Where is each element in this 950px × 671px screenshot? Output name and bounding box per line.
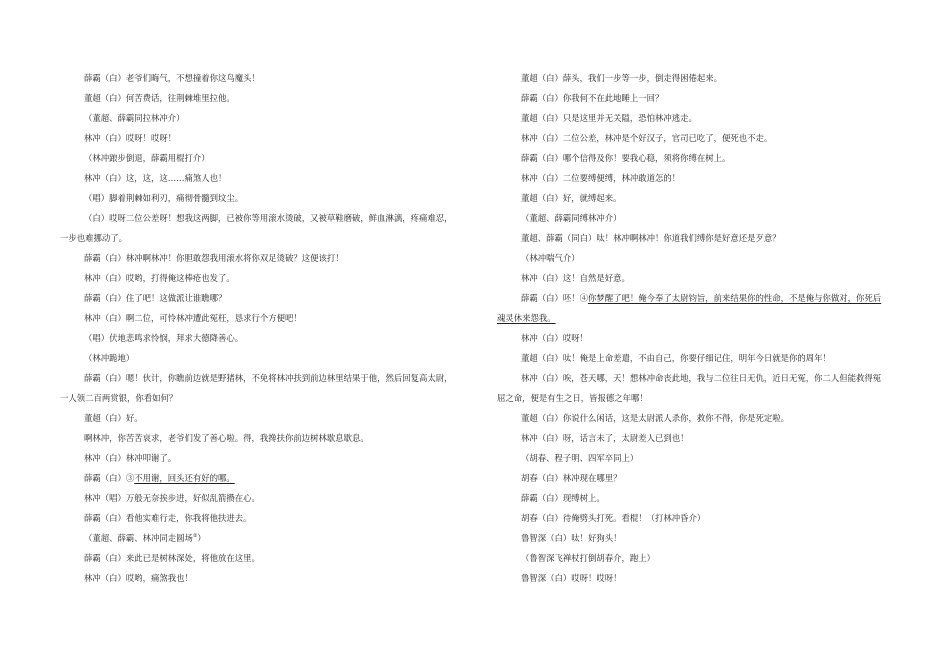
script-line: 林冲（白）哎哟，痛煞我也！ <box>84 573 193 583</box>
speaker-prefix: 薛霸（白）③ <box>84 473 135 483</box>
stage-direction: （董超、薛霸同缚林冲介） <box>521 213 622 223</box>
script-line: 薛霸（白）你我何不在此地睡上一回？ <box>521 93 664 103</box>
script-line: 薛霸（白）来此已是树林深处，将他放在这里。 <box>84 553 260 563</box>
script-line: 林冲（唱）万般无奈挨步进，好似乱箭攒在心。 <box>84 493 260 503</box>
underlined-text: 你梦醒了吧！俺今奉了太尉钧旨，前来结果你的性命，不是俺与你做对，你死后魂灵休来怨我。 <box>497 293 882 323</box>
script-line: 胡春（白）林冲现在哪里？ <box>521 473 622 483</box>
script-line: 董超、薛霸（同白）呔！林冲啊林冲！你道我们缚你是好意还是歹意？ <box>521 233 781 243</box>
speaker-prefix: 薛霸（白）呸！④ <box>521 293 588 303</box>
script-line: 董超（白）好。 <box>84 413 143 423</box>
script-line: 林冲（白）哎呀！ <box>521 333 588 343</box>
script-line: 林冲（白）呀，话言未了，太尉差人已到也！ <box>521 433 689 443</box>
script-line: 林冲（白）这！自然是好意。 <box>521 273 630 283</box>
stage-direction <box>60 528 460 548</box>
script-line: 林冲（白）二位要缚便缚，林冲敢道怎的！ <box>521 173 681 183</box>
script-line: 董超（白）薛头，我们一步等一步，倒走得困倦起来。 <box>521 73 722 83</box>
script-line: 薛霸（白）老爷们晦气，不想撞着你这鸟魔头！ <box>84 73 260 83</box>
stage-direction: （鲁智深飞禅杖打倒胡春介，跑上） <box>521 553 655 563</box>
script-line: 董超（白）何苦费话，往荆棘堆里拉他。 <box>84 93 235 103</box>
script-line: 林冲（白）唉，苍天哪，天！想林冲命丧此地，我与二位往日无仇，近日无冤，你二人但能救得冤屈之命，便是有生之日，皆报德之年哪！ <box>497 373 882 403</box>
script-line: 薛霸（白）哪个信得及你！要我心稳，须将你缚在树上。 <box>521 153 731 163</box>
script-line: 薛霸（白）嗯！伙计，你瞧前边就是野猪林，不免将林冲扶到前边林里结果于他，然后回复高太尉，一人领二百两赏银，你看如何？ <box>60 373 453 403</box>
script-line: 薛霸（白）住了吧！这做派让谁瞧哪？ <box>84 293 227 303</box>
stage-direction: （董超、薛霸同拉林冲介） <box>84 113 185 123</box>
script-line: 薛霸（白）现缚树上。 <box>521 493 605 503</box>
right-column <box>497 68 887 588</box>
script-line: 林冲（白）啊二位，可怜林冲遭此冤枉，恳求行个方便吧！ <box>84 313 302 323</box>
stage-direction: （林冲踉步倒退，薛霸用棍打介） <box>84 153 210 163</box>
script-line-annotated <box>497 288 887 328</box>
script-line: 林冲（白）哎哟，打得俺这棒疮也发了。 <box>84 273 235 283</box>
script-line: 林冲（白）林冲叩谢了。 <box>84 453 177 463</box>
script-line: 董超（白）只是这里并无关隘，恐怕林冲逃走。 <box>521 113 697 123</box>
script-line: （白）哎呀二位公差呀！想我这两脚，已被你等用滚水烫破，又被草鞋磨破，鲜血淋漓，疼痛难忍，一步也难挪动了。 <box>60 213 453 243</box>
script-line: 董超（白）你说什么闲话，这是太尉派人杀你，救你不得，你是死定啦。 <box>521 413 789 423</box>
script-line: 董超（白）好，就缚起来。 <box>521 193 622 203</box>
stage-direction-close: ） <box>197 533 206 543</box>
footnote-marker: ② <box>192 533 198 540</box>
script-line: 胡春（白）待俺劈头打死。看棍！（打林冲昏介） <box>521 513 706 523</box>
stage-direction: （林冲喘气介） <box>521 253 580 263</box>
script-line: 林冲（白）这，这，这……痛煞人也！ <box>84 173 227 183</box>
left-column <box>60 68 460 588</box>
script-line: （唱）脚着荆棘如利刃，痛彻骨髓到坟尘。 <box>84 193 244 203</box>
script-line: 薛霸（白）林冲啊林冲！你胆敢怨我用滚水将你双足烫破？这便该打！ <box>84 253 344 263</box>
script-line-annotated <box>60 468 460 488</box>
script-line: 鲁智深（白）呔！好狗头！ <box>521 533 622 543</box>
script-line: 董超（白）呔！俺是上命差遣，不由自己，你要仔细记住，明年今日就是你的周年！ <box>521 353 831 363</box>
script-line: 啊林冲，你苦苦哀求，老爷们发了善心啦。得，我搀扶你前边树林歇息歇息。 <box>84 433 369 443</box>
script-line: 薛霸（白）看他实难行走，你我将他扶进去。 <box>84 513 252 523</box>
script-line: 林冲（白）二位公差，林冲是个好汉子，官司已吃了，便死也不走。 <box>521 133 773 143</box>
stage-direction: （胡春、程子明、四军卒同上） <box>521 453 639 463</box>
script-line: 鲁智深（白）哎呀！哎呀！ <box>521 573 622 583</box>
stage-direction-text: （董超、薛霸、林冲同走圆场 <box>84 533 193 543</box>
script-line: （唱）伏地悲鸣求怜悯，拜求大德降善心。 <box>84 333 244 343</box>
underlined-text: 不用谢，回头还有好的哪。 <box>134 473 235 483</box>
stage-direction: （林冲跪地） <box>84 353 135 363</box>
script-line: 林冲（白）哎呀！哎呀！ <box>84 133 177 143</box>
